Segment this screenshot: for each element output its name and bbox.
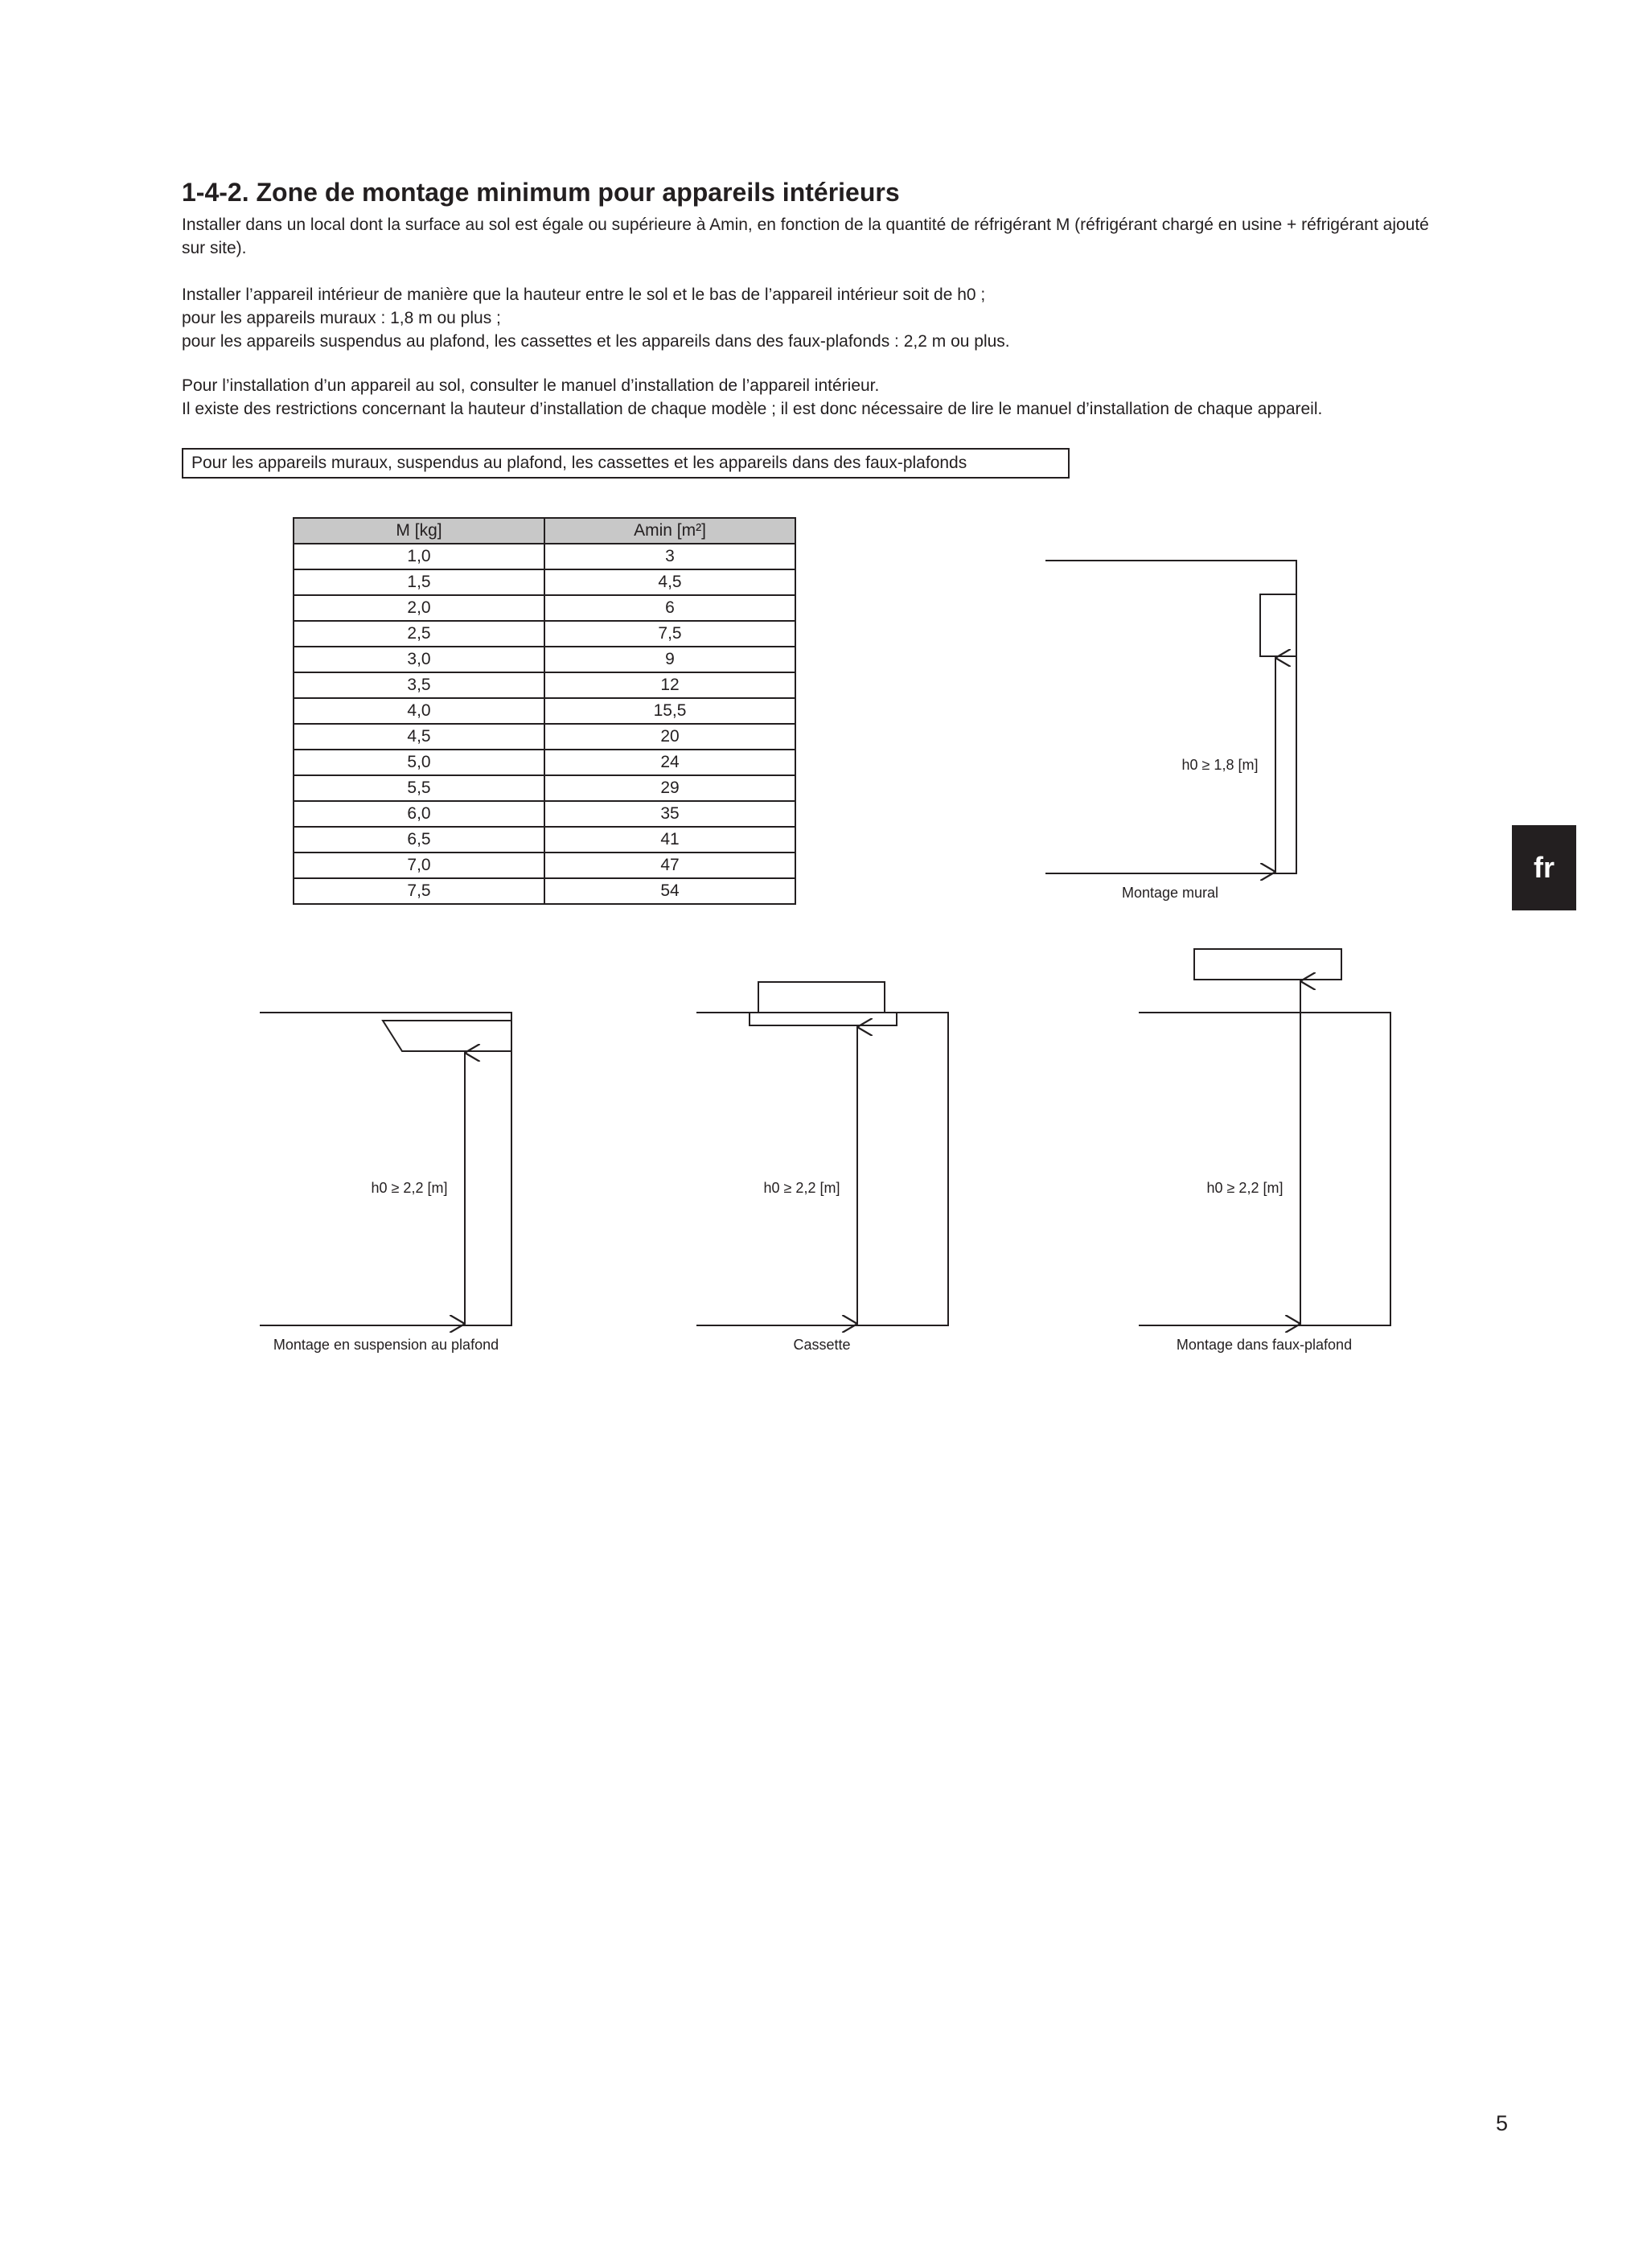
cell-m: 5,0 [294,750,544,775]
cell-m: 4,5 [294,724,544,750]
cell-m: 7,0 [294,853,544,878]
cell-m: 1,0 [294,544,544,569]
para-line: Installer dans un local dont la surface au sol est égale ou supérieure à Amin, en fonction de la quantité de réfrigérant M (réfrigérant chargé en usine + réfrigérant ajouté [182,216,1429,234]
cell-m: 6,0 [294,801,544,827]
concealed-diagram [1139,949,1390,1325]
cell-amin: 41 [544,827,795,853]
cell-m: 1,5 [294,569,544,595]
concealed-caption: Montage dans faux-plafond [1176,1337,1353,1353]
cell-amin: 35 [544,801,795,827]
cell-amin: 12 [544,672,795,698]
ceiling-height-label: h0 ≥ 2,2 [m] [371,1180,448,1196]
header-m: M [kg] [294,518,544,544]
para-line: Installer l’appareil intérieur de manière que la hauteur entre le sol et le bas de l’appareil intérieur soit de h0 ; [182,286,986,304]
cell-m: 7,5 [294,878,544,904]
para-line: Pour l’installation d’un appareil au sol, consulter le manuel d’installation de l’appareil intérieur. [182,376,880,395]
cell-amin: 54 [544,878,795,904]
section-heading: 1-4-2. Zone de montage minimum pour appareils intérieurs [182,178,900,207]
para-line: pour les appareils muraux : 1,8 m ou plus ; [182,309,501,327]
page-number: 5 [1496,2111,1509,2135]
cell-amin: 7,5 [544,621,795,647]
wall-caption: Montage mural [1121,885,1219,901]
para-line: pour les appareils suspendus au plafond, les cassettes et les appareils dans des faux-plafonds : 2,2 m ou plus. [182,332,1010,351]
wall-height-label: h0 ≥ 1,8 [m] [1181,757,1259,773]
concealed-height-label: h0 ≥ 2,2 [m] [1206,1180,1284,1196]
applicability-box: Pour les appareils muraux, suspendus au plafond, les cassettes et les appareils dans des faux-plafonds [182,448,1070,479]
para-line: Il existe des restrictions concernant la hauteur d’installation de chaque modèle ; il est donc nécessaire de lire le manuel d’installation de chaque appareil. [182,400,1323,418]
cell-amin: 29 [544,775,795,801]
cell-amin: 6 [544,595,795,621]
cell-m: 2,5 [294,621,544,647]
cell-m: 3,0 [294,647,544,672]
ceiling-suspended-diagram [260,1013,511,1325]
cell-amin: 4,5 [544,569,795,595]
cell-amin: 20 [544,724,795,750]
cell-amin: 3 [544,544,795,569]
cassette-caption: Cassette [793,1337,851,1353]
cassette-height-label: h0 ≥ 2,2 [m] [763,1180,840,1196]
cell-m: 5,5 [294,775,544,801]
header-amin: Amin [m²] [544,518,795,544]
cell-amin: 47 [544,853,795,878]
wall-mount-diagram [1045,561,1296,873]
cassette-diagram [696,982,948,1325]
cell-amin: 15,5 [544,698,795,724]
language-tab: fr [1512,825,1576,910]
cell-m: 3,5 [294,672,544,698]
cell-m: 2,0 [294,595,544,621]
cell-amin: 24 [544,750,795,775]
para-line: sur site). [182,239,247,257]
cell-amin: 9 [544,647,795,672]
ceiling-caption: Montage en suspension au plafond [273,1337,499,1353]
cell-m: 6,5 [294,827,544,853]
cell-m: 4,0 [294,698,544,724]
